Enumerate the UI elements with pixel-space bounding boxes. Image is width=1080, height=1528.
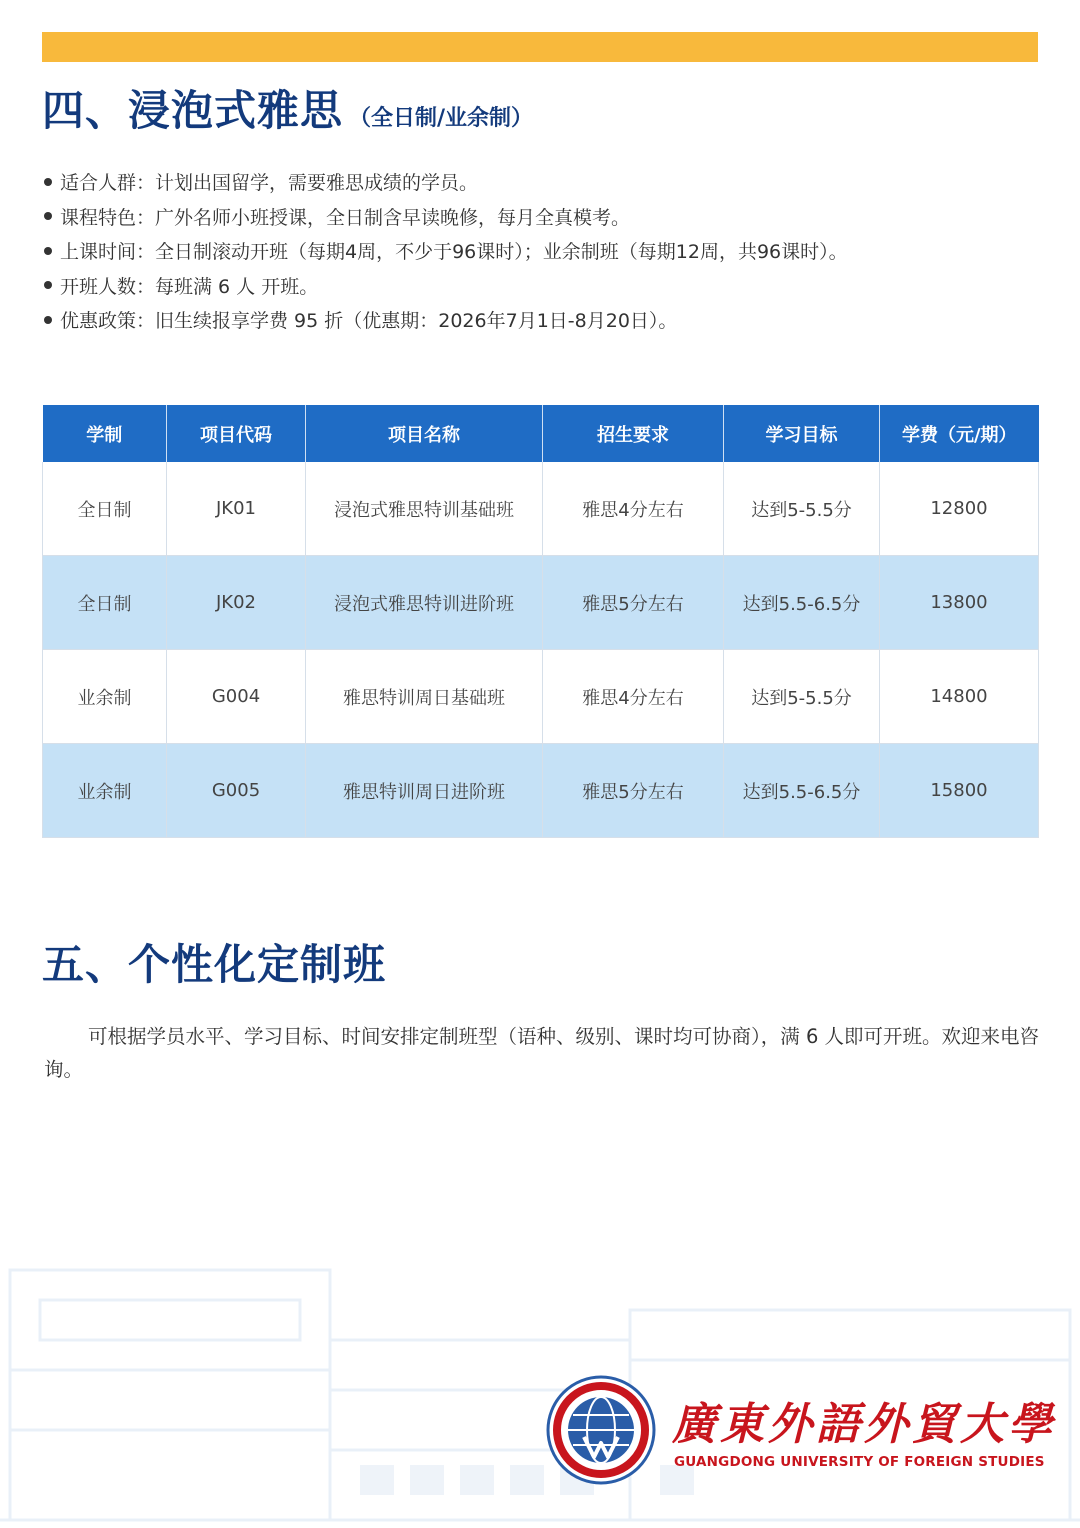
top-accent-bar: [42, 32, 1038, 62]
table-row: [43, 650, 1039, 744]
cell-project-name: 浸泡式雅思特训基础班: [306, 462, 543, 556]
cell-study-mode: 全日制: [43, 462, 167, 556]
cell-project-code: G004: [167, 650, 306, 744]
header-study-mode: 学制: [43, 405, 167, 462]
bullet-dot-icon: [44, 316, 52, 324]
section4-bullet-list: [44, 166, 1044, 339]
university-emblem-icon: [546, 1375, 656, 1485]
header-requirement: 招生要求: [543, 405, 724, 462]
cell-goal: 达到5-5.5分: [724, 650, 880, 744]
header-goal: 学习目标: [724, 405, 880, 462]
header-tuition: 学费（元/期）: [880, 405, 1039, 462]
university-name-en: GUANGDONG UNIVERSITY OF FOREIGN STUDIES: [674, 1454, 1045, 1470]
section5-title: 五、个性化定制班: [42, 940, 387, 989]
cell-project-code: G005: [167, 744, 306, 838]
bullet-dot-icon: [44, 281, 52, 289]
cell-tuition: 14800: [880, 650, 1039, 744]
cell-goal: 达到5.5-6.5分: [724, 556, 880, 650]
bullet-dot-icon: [44, 178, 52, 186]
cell-tuition: 12800: [880, 462, 1039, 556]
section5-paragraph: 可根据学员水平、学习目标、时间安排定制班型（语种、级别、课时均可协商），满 6 人即可开班。欢迎来电咨询。: [44, 1025, 1040, 1081]
cell-goal: 达到5-5.5分: [724, 462, 880, 556]
section4-subtitle: （全日制/业余制）: [349, 106, 534, 131]
bullet-dot-icon: [44, 247, 52, 255]
table-header-row: [43, 405, 1039, 462]
cell-project-name: 雅思特训周日基础班: [306, 650, 543, 744]
bullet-item: 上课时间：全日制滚动开班（每期4周，不少于96课时）；业余制班（每期12周，共96课时）。: [44, 235, 1044, 270]
table-row: [43, 744, 1039, 838]
cell-tuition: 13800: [880, 556, 1039, 650]
cell-requirement: 雅思5分左右: [543, 744, 724, 838]
header-project-code: 项目代码: [167, 405, 306, 462]
cell-project-name: 雅思特训周日进阶班: [306, 744, 543, 838]
cell-requirement: 雅思5分左右: [543, 556, 724, 650]
cell-requirement: 雅思4分左右: [543, 462, 724, 556]
university-name-cn: 廣東外語外貿大學: [672, 1399, 1056, 1450]
bullet-item: 开班人数：每班满 6 人 开班。: [44, 270, 1044, 305]
cell-project-code: JK02: [167, 556, 306, 650]
course-fee-table: [42, 405, 1039, 838]
bullet-item: 课程特色：广外名师小班授课，全日制含早读晚修，每月全真模考。: [44, 201, 1044, 236]
section4-title: 四、浸泡式雅思: [42, 86, 344, 135]
table-row: [43, 462, 1039, 556]
bullet-dot-icon: [44, 212, 52, 220]
bullet-item: 适合人群：计划出国留学，需要雅思成绩的学员。: [44, 166, 1044, 201]
cell-project-name: 浸泡式雅思特训进阶班: [306, 556, 543, 650]
table-row: [43, 556, 1039, 650]
cell-requirement: 雅思4分左右: [543, 650, 724, 744]
campus-building-watermark: [0, 1230, 1080, 1528]
header-project-name: 项目名称: [306, 405, 543, 462]
cell-study-mode: 业余制: [43, 744, 167, 838]
cell-tuition: 15800: [880, 744, 1039, 838]
section4-heading: [42, 78, 533, 138]
cell-study-mode: 全日制: [43, 556, 167, 650]
cell-project-code: JK01: [167, 462, 306, 556]
cell-goal: 达到5.5-6.5分: [724, 744, 880, 838]
bullet-item: 优惠政策：旧生续报享学费 95 折（优惠期：2026年7月1日-8月20日）。: [44, 304, 1044, 339]
cell-study-mode: 业余制: [43, 650, 167, 744]
